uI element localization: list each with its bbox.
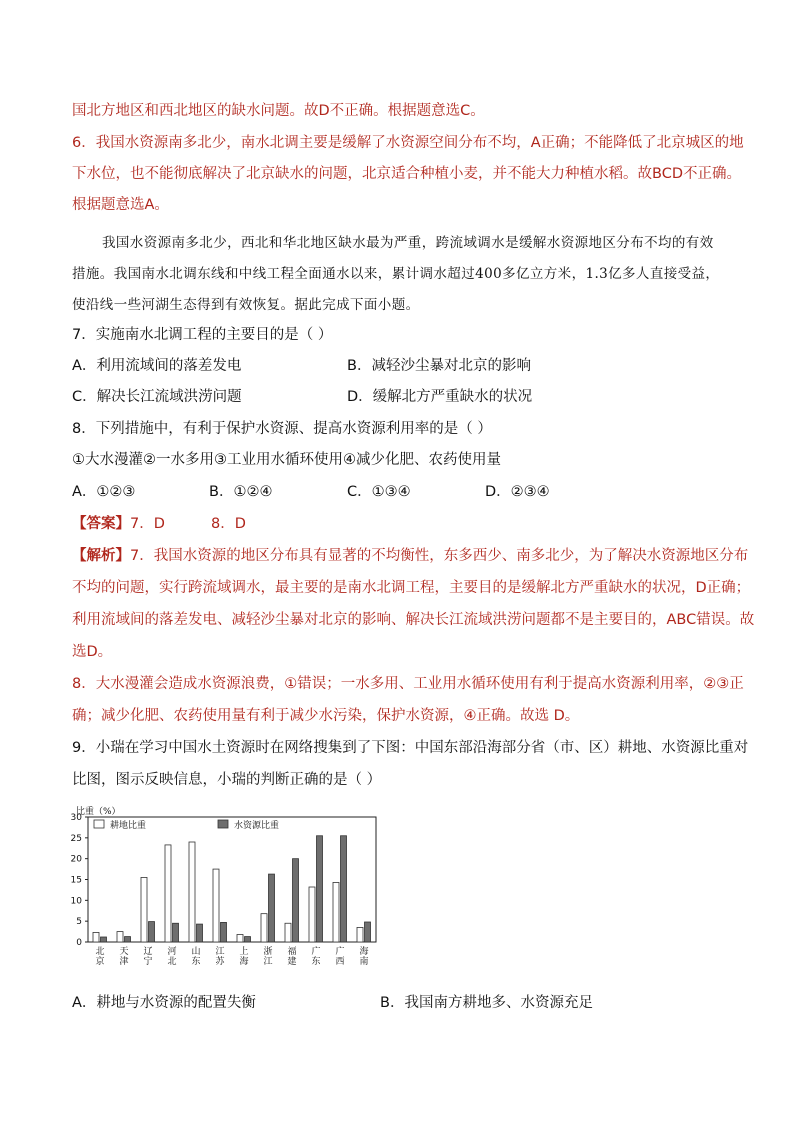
legend-swatch [94, 820, 104, 828]
bar-farmland [141, 877, 147, 942]
text-line: 根据题意选A。 [72, 197, 169, 213]
bar-water [293, 859, 299, 942]
bar-water [149, 922, 155, 942]
y-tick-label: 5 [76, 917, 82, 928]
text-line: 6．我国水资源南多北少，南水北调主要是缓解了水资源空间分布不均，A正确；不能降低了北京城区的地 [72, 135, 744, 151]
x-tick-label: 北 [95, 947, 105, 957]
analysis-line [72, 546, 748, 566]
option-a: A．①②③ [72, 484, 136, 500]
y-tick-label: 10 [70, 896, 82, 907]
option-a: A．利用流域间的落差发电 [72, 358, 242, 374]
y-tick-label: 25 [70, 833, 82, 844]
x-tick-label: 江 [215, 947, 225, 957]
answer-tag: 【答案】 [72, 516, 130, 532]
bar-water [245, 937, 251, 942]
option-b: B．我国南方耕地多、水资源充足 [380, 995, 593, 1011]
analysis-tag: 【解析】 [72, 548, 130, 564]
text-line: 国北方地区和西北地区的缺水问题。故D不正确。根据题意选C。 [72, 103, 485, 119]
x-tick-label: 北 [167, 957, 177, 967]
bar-farmland [189, 842, 195, 942]
x-tick-label: 东 [311, 957, 321, 967]
bar-chart [68, 800, 388, 970]
y-tick-label: 20 [70, 854, 82, 865]
x-tick-label: 河 [167, 947, 177, 957]
option-d: D．②③④ [485, 484, 550, 500]
bar-water [101, 937, 107, 942]
x-tick-label: 建 [287, 957, 297, 967]
option-c: C．①③④ [347, 484, 411, 500]
x-tick-label: 辽 [143, 947, 153, 957]
bar-farmland [93, 932, 99, 942]
legend-swatch [218, 820, 228, 828]
bar-farmland [237, 935, 243, 943]
bar-farmland [165, 845, 171, 942]
x-tick-label: 东 [191, 957, 201, 967]
y-axis-label: 比重（%） [76, 807, 121, 817]
analysis-line: 不均的问题，实行跨流域调水，最主要的是南水北调工程，主要目的是缓解北方严重缺水的状况，D正确； [72, 580, 751, 596]
x-tick-label: 海 [359, 947, 369, 957]
analysis-line: 选D。 [72, 644, 113, 660]
legend-label: 水资源比重 [234, 821, 280, 831]
x-tick-label: 南 [359, 957, 369, 967]
bar-water [269, 874, 275, 942]
x-tick-label: 上 [239, 947, 249, 957]
answer-text: 7．D 8．D [130, 516, 246, 532]
legend-label: 耕地比重 [110, 821, 147, 831]
passage-line: 使沿线一些河湖生态得到有效恢复。据此完成下面小题。 [72, 297, 420, 313]
bar-water [341, 836, 347, 942]
option-c: C．解决长江流域洪涝问题 [72, 389, 242, 405]
analysis-line: 8．大水漫灌会造成水资源浪费，①错误；一水多用、工业用水循环使用有利于提高水资源利用率，②③正 [72, 676, 744, 692]
bar-water [317, 836, 323, 942]
y-tick-label: 0 [76, 938, 82, 948]
bar-farmland [333, 882, 339, 942]
x-tick-label: 京 [95, 957, 105, 967]
x-tick-label: 苏 [215, 957, 225, 967]
option-b: B．减轻沙尘暴对北京的影响 [347, 358, 531, 374]
x-tick-label: 海 [239, 957, 249, 967]
passage-line: 措施。我国南水北调东线和中线工程全面通水以来，累计调水超过400多亿立方米，1.3亿多人直接受益， [72, 266, 720, 282]
x-tick-label: 津 [119, 957, 129, 967]
analysis-text: 7．我国水资源的地区分布具有显著的不均衡性，东多西少、南多北少，为了解决水资源地区分布 [130, 548, 749, 564]
bar-farmland [117, 932, 123, 942]
x-tick-label: 广 [335, 947, 345, 957]
x-tick-label: 广 [311, 947, 321, 957]
option-a: A．耕地与水资源的配置失衡 [72, 995, 256, 1011]
bar-water [125, 937, 131, 942]
bar-water [365, 922, 371, 942]
question-8: 8．下列措施中，有利于保护水资源、提高水资源利用率的是（ ） [72, 421, 492, 437]
x-tick-label: 宁 [143, 957, 153, 967]
x-tick-label: 西 [335, 957, 345, 967]
bar-farmland [261, 914, 267, 942]
bar-water [221, 922, 227, 942]
x-tick-label: 福 [287, 947, 297, 957]
bar-water [197, 924, 203, 942]
text-line: 下水位，也不能彻底解决了北京缺水的问题，北京适合种植小麦，并不能大力种植水稻。故BCD不正确。 [72, 166, 741, 182]
x-tick-label: 浙 [263, 947, 273, 957]
option-b: B．①②④ [209, 484, 273, 500]
bar-farmland [213, 869, 219, 942]
x-tick-label: 天 [119, 947, 129, 957]
bar-farmland [309, 887, 315, 942]
x-tick-label: 江 [263, 957, 273, 967]
analysis-line: 确；减少化肥、农药使用量有利于减少水污染，保护水资源，④正确。故选 D。 [72, 708, 580, 724]
analysis-line: 利用流域间的落差发电、减轻沙尘暴对北京的影响、解决长江流域洪涝问题都不是主要目的，ABC错误。故 [72, 612, 755, 628]
question-7: 7．实施南水北调工程的主要目的是（ ） [72, 327, 333, 343]
question-9: 比图，图示反映信息，小瑞的判断正确的是（ ） [72, 772, 382, 788]
bar-farmland [357, 927, 363, 942]
option-d: D．缓解北方严重缺水的状况 [347, 389, 533, 405]
question-9: 9．小瑞在学习中国水土资源时在网络搜集到了下图：中国东部沿海部分省（市、区）耕地、水资源比重对 [72, 740, 749, 756]
passage-line: 我国水资源南多北少，西北和华北地区缺水最为严重，跨流域调水是缓解水资源地区分布不均的有效 [102, 235, 714, 251]
answer-line [72, 514, 246, 534]
bar-farmland [285, 923, 291, 942]
y-tick-label: 15 [70, 875, 82, 886]
y-tick-label: 30 [70, 813, 82, 823]
bar-water [173, 923, 179, 942]
x-tick-label: 山 [191, 947, 201, 957]
question-8-items: ①大水漫灌②一水多用③工业用水循环使用④减少化肥、农药使用量 [72, 452, 501, 468]
